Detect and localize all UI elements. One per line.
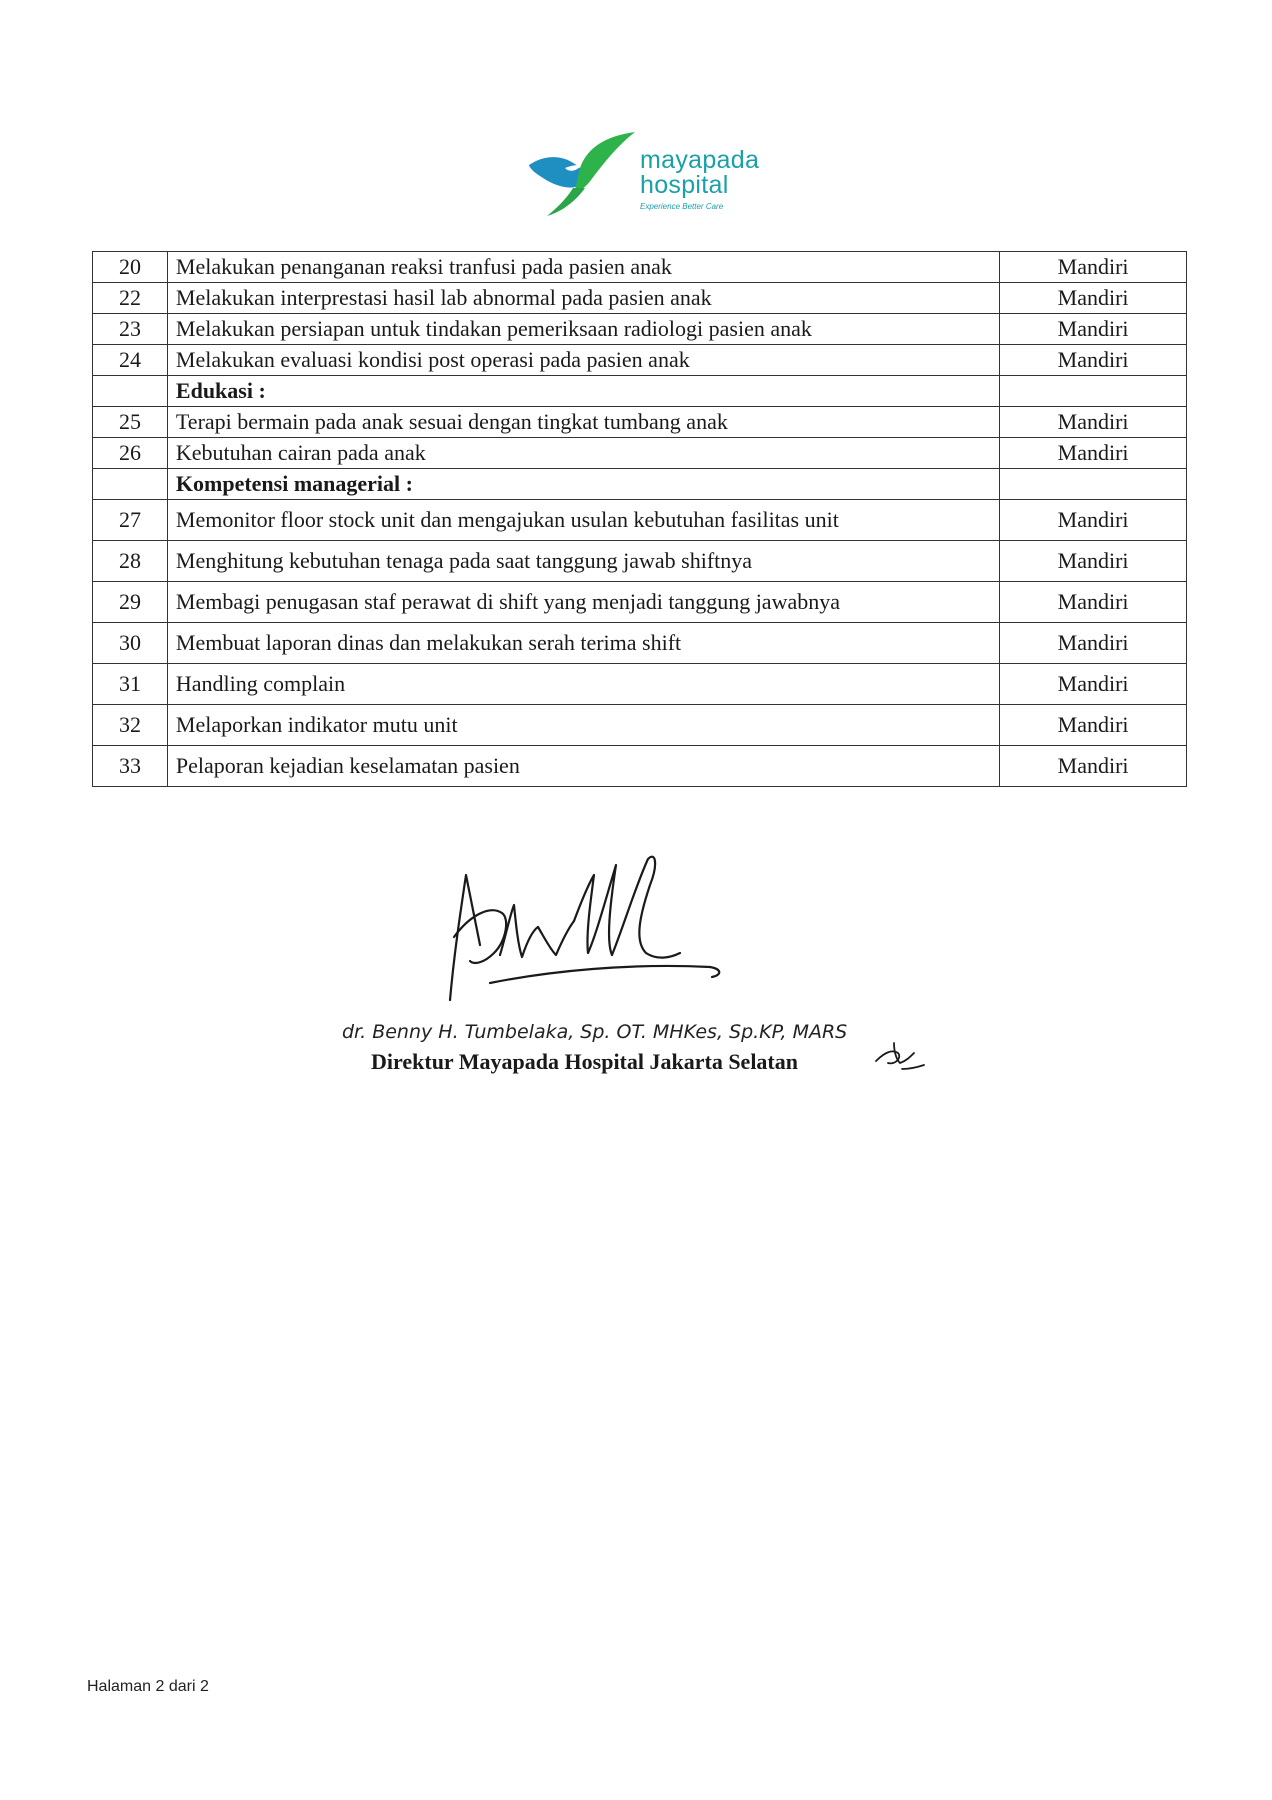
signatory-title: Direktur Mayapada Hospital Jakarta Selatan bbox=[371, 1049, 798, 1074]
row-item: Membuat laporan dinas dan melakukan serah terima shift bbox=[167, 623, 999, 664]
row-status: Mandiri bbox=[1000, 314, 1187, 345]
page-footer: Halaman 2 dari 2 bbox=[87, 1678, 209, 1695]
row-item: Kebutuhan cairan pada anak bbox=[167, 438, 999, 469]
row-item: Melakukan penanganan reaksi tranfusi pada pasien anak bbox=[167, 252, 999, 283]
competency-table bbox=[92, 251, 1187, 787]
row-item: Memonitor floor stock unit dan mengajukan usulan kebutuhan fasilitas unit bbox=[167, 500, 999, 541]
row-status: Mandiri bbox=[1000, 582, 1187, 623]
row-number: 30 bbox=[93, 623, 168, 664]
logo-tagline: Experience Better Care bbox=[640, 202, 724, 211]
logo-mark-icon bbox=[525, 128, 637, 220]
table-row bbox=[93, 252, 1187, 283]
row-status: Mandiri bbox=[1000, 252, 1187, 283]
row-item: Melakukan interprestasi hasil lab abnormal pada pasien anak bbox=[167, 283, 999, 314]
row-number: 27 bbox=[93, 500, 168, 541]
table-row bbox=[93, 314, 1187, 345]
director-signature bbox=[440, 845, 750, 1005]
row-status bbox=[1000, 469, 1187, 500]
row-number bbox=[93, 376, 168, 407]
row-item: Terapi bermain pada anak sesuai dengan tingkat tumbang anak bbox=[167, 407, 999, 438]
row-number: 23 bbox=[93, 314, 168, 345]
row-item: Menghitung kebutuhan tenaga pada saat tanggung jawab shiftnya bbox=[167, 541, 999, 582]
table-row bbox=[93, 746, 1187, 787]
table-row bbox=[93, 582, 1187, 623]
section-header-row bbox=[93, 376, 1187, 407]
row-item: Melaporkan indikator mutu unit bbox=[167, 705, 999, 746]
signatory-name: dr. Benny H. Tumbelaka, Sp. OT. MHKes, Sp.KP, MARS bbox=[342, 1021, 848, 1043]
row-status: Mandiri bbox=[1000, 345, 1187, 376]
row-number: 31 bbox=[93, 664, 168, 705]
logo-name-line2: hospital bbox=[640, 171, 729, 199]
table-row bbox=[93, 500, 1187, 541]
row-number: 33 bbox=[93, 746, 168, 787]
row-status: Mandiri bbox=[1000, 407, 1187, 438]
table-row bbox=[93, 407, 1187, 438]
row-number: 32 bbox=[93, 705, 168, 746]
row-number: 25 bbox=[93, 407, 168, 438]
row-number: 26 bbox=[93, 438, 168, 469]
table-row bbox=[93, 664, 1187, 705]
section-heading: Kompetensi managerial : bbox=[167, 469, 999, 500]
row-number: 29 bbox=[93, 582, 168, 623]
row-number: 22 bbox=[93, 283, 168, 314]
row-number bbox=[93, 469, 168, 500]
row-status: Mandiri bbox=[1000, 283, 1187, 314]
row-status: Mandiri bbox=[1000, 746, 1187, 787]
row-item: Handling complain bbox=[167, 664, 999, 705]
table-row bbox=[93, 283, 1187, 314]
row-status: Mandiri bbox=[1000, 541, 1187, 582]
row-item: Membagi penugasan staf perawat di shift yang menjadi tanggung jawabnya bbox=[167, 582, 999, 623]
row-status: Mandiri bbox=[1000, 438, 1187, 469]
row-item: Pelaporan kejadian keselamatan pasien bbox=[167, 746, 999, 787]
initial-mark bbox=[872, 1035, 928, 1075]
table-row bbox=[93, 623, 1187, 664]
row-item: Melakukan evaluasi kondisi post operasi pada pasien anak bbox=[167, 345, 999, 376]
table-row bbox=[93, 438, 1187, 469]
table-row bbox=[93, 345, 1187, 376]
table-row bbox=[93, 541, 1187, 582]
row-status bbox=[1000, 376, 1187, 407]
row-number: 24 bbox=[93, 345, 168, 376]
row-status: Mandiri bbox=[1000, 705, 1187, 746]
row-status: Mandiri bbox=[1000, 664, 1187, 705]
row-number: 28 bbox=[93, 541, 168, 582]
logo-name-line1: mayapada bbox=[640, 146, 760, 174]
section-heading: Edukasi : bbox=[167, 376, 999, 407]
row-item: Melakukan persiapan untuk tindakan pemeriksaan radiologi pasien anak bbox=[167, 314, 999, 345]
section-header-row bbox=[93, 469, 1187, 500]
row-status: Mandiri bbox=[1000, 500, 1187, 541]
row-number: 20 bbox=[93, 252, 168, 283]
hospital-logo bbox=[525, 128, 785, 220]
row-status: Mandiri bbox=[1000, 623, 1187, 664]
table-row bbox=[93, 705, 1187, 746]
